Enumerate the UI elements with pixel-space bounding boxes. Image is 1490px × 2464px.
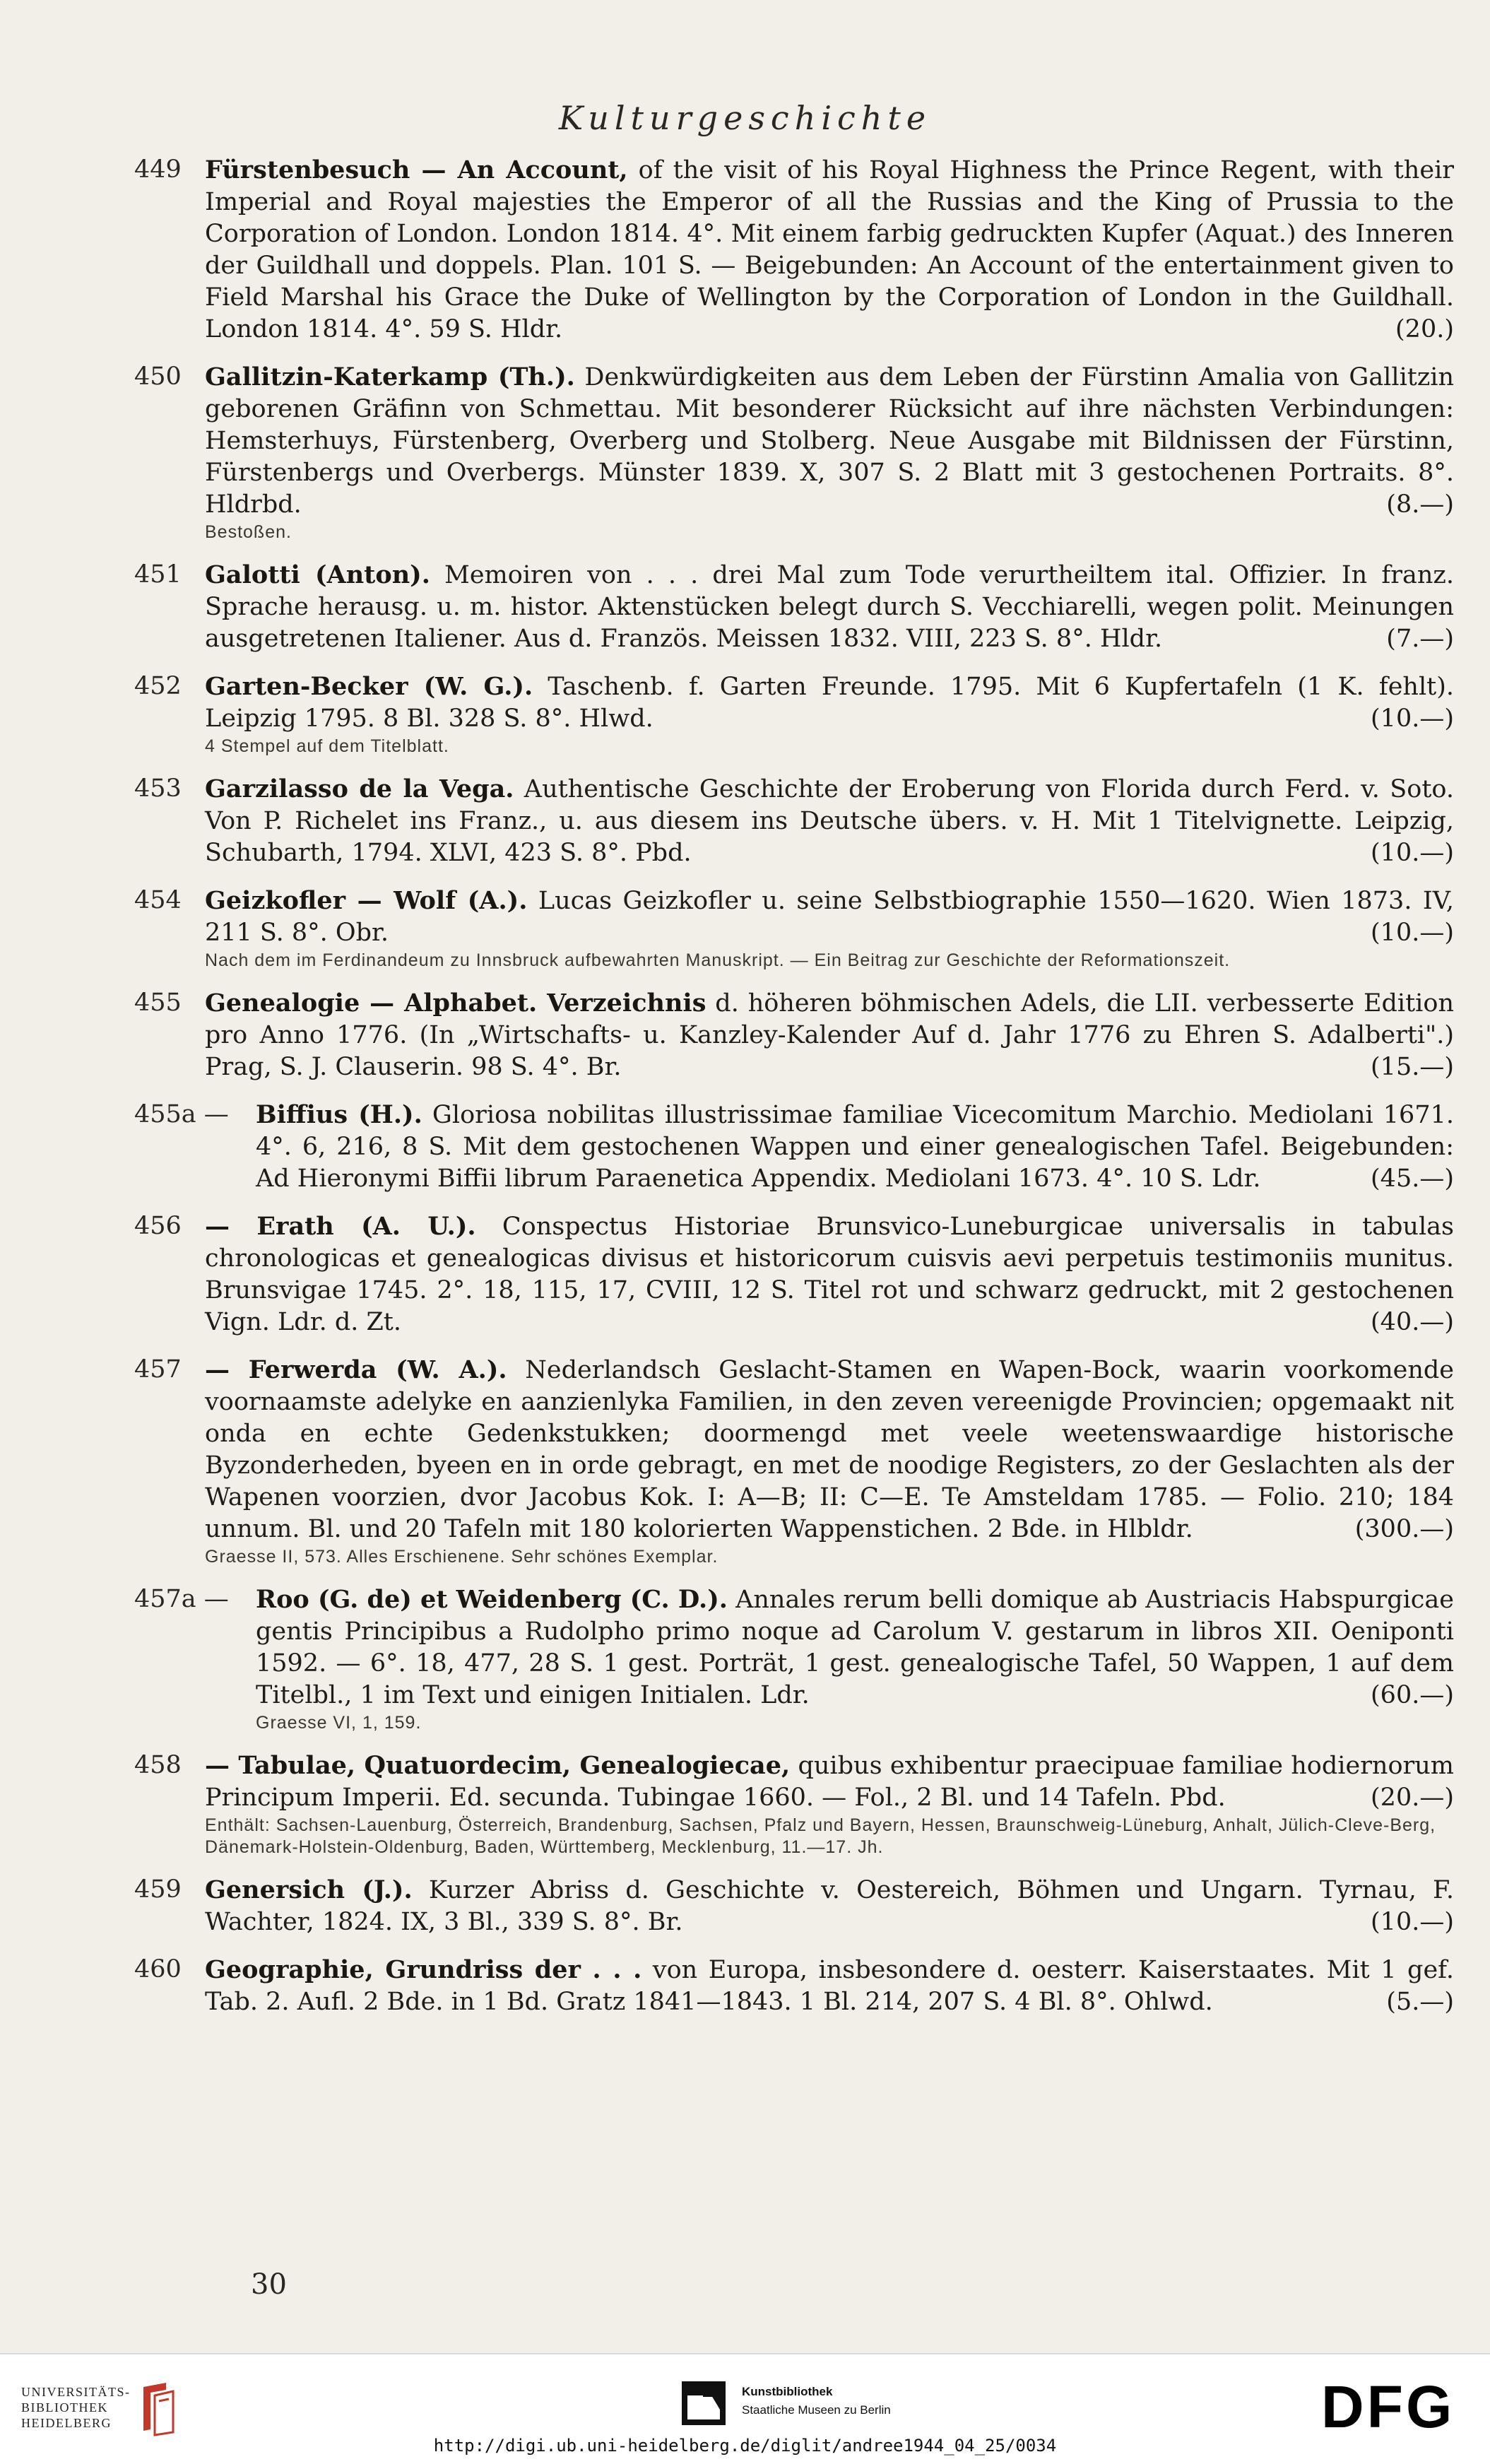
kb-subtitle: Staatliche Museen zu Berlin	[742, 2403, 891, 2417]
entry-number: 457	[134, 1355, 182, 1384]
university-library-emblem-icon	[138, 2380, 182, 2436]
source-url-link[interactable]: http://digi.ub.uni-heidelberg.de/diglit/andree1944_04_25/0034	[433, 2436, 1057, 2456]
catalogue-entry-450	[134, 361, 1462, 543]
entry-price: (40.—)	[1371, 1308, 1454, 1336]
entry-note: Bestoßen.	[205, 522, 292, 542]
running-head: Kulturgeschichte	[558, 99, 932, 137]
catalogue-entry-460	[134, 1954, 1462, 2018]
catalogue-entry-455a	[134, 1099, 1462, 1195]
uni-logo-line: HEIDELBERG	[21, 2416, 112, 2430]
kunstbibliothek-label[interactable]	[742, 2383, 891, 2419]
entry-heading: Galotti (Anton).	[205, 560, 430, 589]
entry-number: 459	[134, 1875, 182, 1904]
entry-price: (8.—)	[1386, 490, 1454, 519]
entry-price: (300.—)	[1354, 1515, 1454, 1543]
kb-name: Kunstbibliothek	[742, 2385, 833, 2398]
entry-heading: Garzilasso de la Vega.	[205, 774, 514, 803]
entry-price: (10.—)	[1371, 839, 1454, 867]
catalogue-entry-458	[134, 1750, 1462, 1858]
entry-heading: — Tabulae, Quatuordecim, Genealogiecae,	[205, 1751, 791, 1780]
catalogue-entry-459	[134, 1874, 1462, 1938]
entry-number: 458	[134, 1751, 182, 1779]
entry-heading: — Erath (A. U.).	[205, 1212, 476, 1241]
entry-number: 450	[134, 362, 182, 391]
catalogue-entry-451	[134, 559, 1462, 655]
catalogue-entry-455	[134, 987, 1462, 1083]
entry-price: (5.—)	[1386, 1988, 1454, 2016]
entry-note: Enthält: Sachsen-Lauenburg, Österreich, Brandenburg, Sachsen, Pfalz und Bayern, Hessen, Braunschweig-Lüneburg, Anhalt, Jülich-Cleve-Berg, Dänemark-Holstein-Oldenburg, Baden, Württemberg, Mecklenburg, 11.—17. Jh.	[205, 1815, 1436, 1857]
entry-number: 451	[134, 560, 182, 589]
uni-logo-line: BIBLIOTHEK	[21, 2400, 108, 2415]
entry-number: 449	[134, 155, 182, 184]
entry-description: d. höheren böhmischen Adels, die LII. verbesserte Edition pro Anno 1776. (In „Wirtschafts- u. Kanzley-Kalender Auf d. Jahr 1776 zu Ehren S. Adalberti".) Prag, S. J. Clauserin. 98 S. 4°. Br.	[205, 989, 1454, 1081]
entry-number: 455a —	[134, 1100, 229, 1128]
entry-number: 454	[134, 886, 182, 914]
entry-price: (45.—)	[1371, 1165, 1454, 1193]
entry-description: Authentische Geschichte der Eroberung von Florida durch Ferd. v. Soto. Von P. Richelet ins Franz., u. aus diesem ins Deutsche übers. v. H. Mit 1 Titelvignette. Leipzig, Schubarth, 1794. XLVI, 423 S. 8°. Pbd.	[205, 775, 1454, 867]
entry-price: (20.)	[1395, 315, 1454, 343]
entry-description: Denkwürdigkeiten aus dem Leben der Fürstinn Amalia von Gallitzin geborenen Gräfinn von Schmettau. Mit besonderer Rücksicht auf ihre nächsten Verbindungen: Hemsterhuys, Fürstenberg, Overberg und Stolberg. Neue Ausgabe mit Bildnissen der Fürstinn, Fürstenbergs und Overbergs. Münster 1839. X, 307 S. 2 Blatt mit 3 gestochenen Portraits. 8°. Hldrbd.	[205, 363, 1455, 519]
entry-number: 455	[134, 989, 182, 1017]
entry-price: (60.—)	[1371, 1681, 1454, 1709]
catalogue-entry-449	[134, 154, 1462, 346]
entry-heading: Garten-Becker (W. G.).	[205, 672, 533, 701]
entry-note: Graesse II, 573. Alles Erschienene. Sehr schönes Exemplar.	[205, 1547, 719, 1567]
entry-note: Nach dem im Ferdinandeum zu Innsbruck aufbewahrten Manuskript. — Ein Beitrag zur Geschichte der Reformationszeit.	[205, 950, 1231, 970]
entry-note: Graesse VI, 1, 159.	[256, 1713, 422, 1733]
page-number: 30	[251, 2268, 287, 2301]
entry-price: (10.—)	[1371, 919, 1454, 947]
entry-number: 453	[134, 774, 182, 803]
entry-number: 456	[134, 1212, 182, 1240]
entry-heading: — Ferwerda (W. A.).	[205, 1355, 507, 1384]
entry-description: Lucas Geizkofler u. seine Selbstbiographie 1550—1620. Wien 1873. IV, 211 S. 8°. Obr.	[205, 887, 1454, 947]
entry-description: of the visit of his Royal Highness the Prince Regent, with their Imperial and Royal majesties the Emperor of all the Russias and the King of Prussia to the Corporation of London. London 1814. 4°. Mit einem farbig gedruckten Kupfer (Aquat.) des Inneren der Guildhall und doppels. Plan. 101 S. — Beigebunden: An Account of the entertainment given to Field Marshal his Grace the Duke of Wellington by the Corporation of London in the Guildhall. London 1814. 4°. 59 S. Hldr.	[205, 156, 1454, 343]
entry-price: (20.—)	[1371, 1784, 1454, 1812]
footer-divider	[0, 2353, 1490, 2354]
entry-price: (15.—)	[1371, 1053, 1454, 1081]
catalogue-entry-456	[134, 1210, 1462, 1338]
entry-description: Nederlandsch Geslacht-Stamen en Wapen-Bock, waarin voorkomende voornaamste adelyke en aanzienlyka Familien, in den zeven vereenigde Provincien; opgemaakt nit onda en echte Gedenkstukken; doormengd met veele weetenswaardige historische Byzonderheden, byeen en in orde gebragt, en met de noodige Registers, zo der Geslachten als der Wapenen voorzien, dvor Jacobus Kok. I: A—B; II: C—E. Te Amsteldam 1785. — Folio. 210; 184 unnum. Bl. und 20 Tafeln mit 180 kolorierten Wappenstichen. 2 Bde. in Hlbldr.	[205, 1356, 1455, 1543]
entry-description: quibus exhibentur praecipuae familiae hodiernorum Principum Imperii. Ed. secunda. Tubingae 1660. — Fol., 2 Bl. und 14 Tafeln. Pbd.	[205, 1752, 1454, 1812]
entry-number: 460	[134, 1955, 182, 1983]
entry-note: 4 Stempel auf dem Titelblatt.	[205, 736, 449, 756]
entry-description: von Europa, insbesondere d. oesterr. Kaiserstaates. Mit 1 gef. Tab. 2. Aufl. 2 Bde. in 1 Bd. Gratz 1841—1843. 1 Bl. 214, 207 S. 4 Bl. 8°. Ohlwd.	[205, 1956, 1455, 2016]
catalogue-entry-452	[134, 671, 1462, 758]
entry-number: 452	[134, 672, 182, 700]
entry-price: (10.—)	[1371, 705, 1454, 733]
entry-description: Taschenb. f. Garten Freunde. 1795. Mit 6 Kupfertafeln (1 K. fehlt). Leipzig 1795. 8 Bl. 328 S. 8°. Hlwd.	[205, 673, 1454, 733]
kunstbibliothek-logo-icon	[682, 2381, 726, 2425]
entry-description: Kurzer Abriss d. Geschichte v. Oestereich, Böhmen und Ungarn. Tyrnau, F. Wachter, 1824. IX, 3 Bl., 339 S. 8°. Br.	[205, 1876, 1454, 1936]
entry-heading: Geographie, Grundriss der . . .	[205, 1955, 642, 1984]
entry-heading: Roo (G. de) et Weidenberg (C. D.).	[256, 1585, 728, 1614]
entry-heading: Fürstenbesuch — An Account,	[205, 155, 628, 184]
entry-heading: Genealogie — Alphabet. Verzeichnis	[205, 989, 706, 1018]
entry-description: Memoiren von . . . drei Mal zum Tode verurtheiltem ital. Offizier. In franz. Sprache herausg. u. m. histor. Aktenstücken belegt durch S. Vecchiarelli, wegen polit. Meinungen ausgetretenen Italiener. Aus d. Französ. Meissen 1832. VIII, 223 S. 8°. Hldr.	[205, 561, 1454, 653]
catalogue-entry-453	[134, 773, 1462, 869]
catalogue-entry-457	[134, 1354, 1462, 1568]
entry-heading: Biffius (H.).	[256, 1100, 422, 1129]
catalogue-entries	[134, 154, 1462, 2034]
entry-heading: Gallitzin-Katerkamp (Th.).	[205, 362, 575, 391]
entry-heading: Geizkofler — Wolf (A.).	[205, 886, 528, 915]
university-library-logo[interactable]	[21, 2384, 131, 2431]
entry-number: 457a —	[134, 1585, 229, 1613]
entry-description: Annales rerum belli domique ab Austriacis Habspurgicae gentis Principibus a Rudolpho primo noque ad Carolum V. gestarum in libros XII. Oeniponti 1592. — 6°. 18, 477, 28 S. 1 gest. Porträt, 1 gest. genealogische Tafel, 50 Wappen, 1 auf dem Titelbl., 1 im Text und einigen Initialen. Ldr.	[256, 1586, 1454, 1709]
dfg-logo[interactable]: DFG	[1321, 2374, 1455, 2440]
entry-description: Conspectus Historiae Brunsvico-Luneburgicae universalis in tabulas chronologicas et genealogicas divisus et historicorum cuisvis aevi perpetuis testimoniis munitus. Brunsvigae 1745. 2°. 18, 115, 17, CVIII, 12 S. Titel rot und schwarz gedruckt, mit 2 gestochenen Vign. Ldr. d. Zt.	[205, 1213, 1454, 1336]
entry-price: (7.—)	[1386, 625, 1454, 653]
entry-description: Gloriosa nobilitas illustrissimae familiae Vicecomitum Marchio. Mediolani 1671. 4°. 6, 216, 8 S. Mit dem gestochenen Wappen und einer genealogischen Tafel. Beigebunden: Ad Hieronymi Biffii librum Paraenetica Appendix. Mediolani 1673. 4°. 10 S. Ldr.	[256, 1101, 1454, 1193]
entry-heading: Genersich (J.).	[205, 1875, 413, 1904]
catalogue-entry-454	[134, 885, 1462, 972]
uni-logo-line: UNIVERSITÄTS-	[21, 2385, 131, 2399]
catalogue-entry-457a	[134, 1584, 1462, 1734]
entry-price: (10.—)	[1371, 1908, 1454, 1936]
